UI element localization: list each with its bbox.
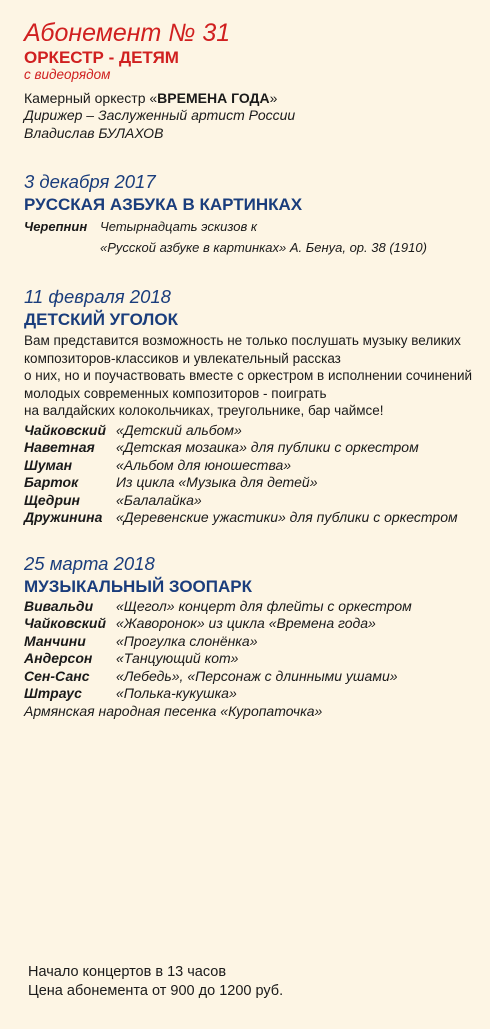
program-row (24, 218, 474, 236)
video-note: с видеорядом (24, 67, 111, 82)
series-title: ОРКЕСТР - ДЕТЯМ (24, 48, 179, 67)
program-row (24, 474, 474, 492)
concert-program (24, 218, 474, 256)
orchestra-prefix: Камерный оркестр « (24, 89, 158, 106)
work-title: «Альбом для юношества» (116, 456, 292, 473)
subscription-number: Абонемент № 31 (24, 19, 231, 47)
program-row (24, 509, 474, 527)
program-row (24, 239, 474, 257)
work-title: Из цикла «Музыка для детей» (116, 474, 318, 490)
program-row (24, 598, 474, 616)
program-row (24, 457, 474, 475)
description-line: композиторов-классиков и увлекательный рассказ (24, 350, 341, 366)
concert-date: 11 февраля 2018 (24, 286, 171, 307)
composer-name: Черепнин (24, 219, 88, 234)
concert-program (24, 598, 474, 721)
orchestra-suffix: » (269, 89, 278, 106)
start-time: Начало концертов в 13 часов (28, 964, 227, 980)
composer-name: Чайковский (24, 615, 106, 631)
work-title: «Лебедь», «Персонаж с длинными ушами» (116, 667, 398, 684)
extra-work: Армянская народная песенка «Куропаточка» (24, 702, 323, 719)
subscription-header (24, 18, 474, 84)
orchestra-line (24, 90, 474, 108)
work-title: «Танцующий кот» (116, 650, 239, 666)
program-row (24, 422, 474, 440)
work-title: «Русской азбуке в картинках» А. Бенуа, ор. 38 (1910) (100, 239, 427, 255)
work-title: «Жаворонок» из цикла «Времена года» (116, 615, 376, 631)
concert-2 (24, 286, 474, 527)
work-title: «Полька-кукушка» (116, 685, 237, 701)
concert-program (24, 422, 474, 527)
composer-name: Наветная (24, 439, 95, 455)
work-title: «Деревенские ужастики» для публики с оркестром (116, 509, 458, 525)
composer-name: Андерсон (24, 650, 93, 666)
composer-name: Барток (24, 474, 79, 490)
program-row (24, 633, 474, 651)
intro-block (24, 90, 474, 143)
composer-name: Вивальди (24, 597, 94, 614)
work-title: «Прогулка слонёнка» (116, 632, 258, 649)
concert-description (24, 332, 474, 420)
composer-name: Чайковский (24, 421, 106, 438)
description-line: на валдайских колокольчиках, треугольнике, бар чаймсе! (24, 403, 384, 418)
work-title: «Балалайка» (116, 491, 202, 508)
concert-title: РУССКАЯ АЗБУКА В КАРТИНКАХ (24, 195, 303, 214)
concert-1 (24, 171, 474, 256)
program-row (24, 685, 474, 703)
work-title: «Щегол» концерт для флейты с оркестром (116, 597, 412, 614)
composer-name: Дружинина (24, 509, 103, 525)
concert-title: ДЕТСКИЙ УГОЛОК (24, 310, 178, 329)
composer-name: Щедрин (24, 491, 81, 508)
program-row (24, 650, 474, 668)
conductor-name: Владислав БУЛАХОВ (24, 124, 164, 141)
subscription-price: Цена абонемента от 900 до 1200 руб. (28, 982, 284, 999)
composer-name: Шуман (24, 456, 73, 473)
program-row (24, 492, 474, 510)
composer-name: Манчини (24, 632, 86, 649)
description-line: молодых современных композиторов - поиграть (24, 385, 327, 401)
work-title: «Детская мозаика» для публики с оркестром (116, 439, 419, 455)
work-title: «Детский альбом» (116, 421, 242, 438)
composer-name: Сен-Санс (24, 667, 90, 684)
concert-3 (24, 553, 474, 721)
description-line: о них, но и поучаствовать вместе с оркестром в исполнении сочинений (24, 368, 473, 383)
orchestra-name: ВРЕМЕНА ГОДА (157, 89, 270, 106)
footer-info (28, 963, 283, 1000)
description-line: Вам представится возможность не только послушать музыку великих (24, 333, 461, 348)
program-row (24, 615, 474, 633)
conductor-line: Дирижер – Заслуженный артист России (24, 107, 296, 123)
program-row (24, 668, 474, 686)
program-row (24, 439, 474, 457)
composer-name: Штраус (24, 685, 82, 701)
program-page (24, 18, 474, 720)
work-title: Четырнадцать эскизов к (100, 219, 258, 234)
concert-title: МУЗЫКАЛЬНЫЙ ЗООПАРК (24, 576, 252, 596)
concert-date: 3 декабря 2017 (24, 171, 156, 192)
concert-date: 25 марта 2018 (24, 552, 155, 574)
